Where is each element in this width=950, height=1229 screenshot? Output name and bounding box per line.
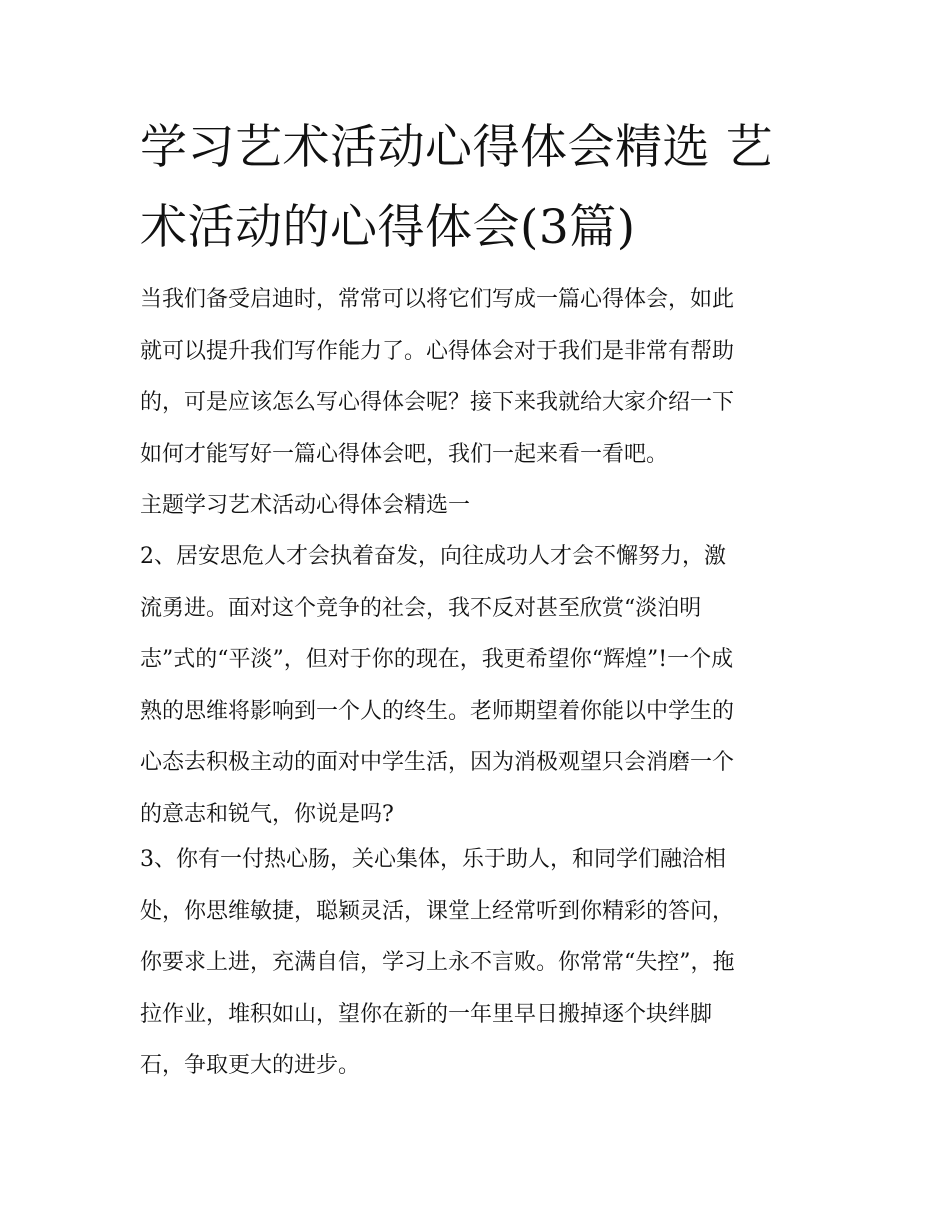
item-2-line: 心态去积极主动的面对中学生活，因为消极观望只会消磨一个 (140, 750, 735, 775)
item-2-line: 2、居安思危人才会执着奋发，向往成功人才会不懈努力，激 (140, 544, 726, 569)
item-3-line: 你要求上进，充满自信，学习上永不言败。你常常“失控”，拖 (140, 950, 735, 975)
item-3-line: 处，你思维敏捷，聪颖灵活，课堂上经常听到你精彩的答问， (140, 898, 735, 924)
item-2-line: 的意志和锐气，你说是吗? (140, 801, 394, 827)
title-line-2: 术活动的心得体会(3篇) (140, 200, 636, 255)
section-heading (140, 480, 830, 532)
item-3-line: 石，争取更大的进步。 (140, 1053, 361, 1078)
title-line-1: 学习艺术活动心得体会精选 艺 (140, 120, 773, 175)
intro-line: 就可以提升我们写作能力了。心得体会对于我们是非常有帮助 (140, 338, 735, 364)
item-2-line: 流勇进。面对这个竞争的社会，我不反对甚至欣赏“淡泊明 (140, 595, 702, 621)
section-heading-text: 主题学习艺术活动心得体会精选一 (140, 493, 471, 518)
intro-line: 的，可是应该怎么写心得体会呢？接下来我就给大家介绍一下 (140, 390, 735, 415)
intro-line: 如何才能写好一篇心得体会吧，我们一起来看一看吧。 (140, 441, 669, 467)
item-2-paragraph (140, 531, 830, 840)
intro-paragraph (140, 274, 830, 480)
item-2-line: 志”式的“平淡”，但对于你的现在，我更希望你“辉煌”!一个成 (140, 647, 734, 672)
item-3-line: 3、你有一付热心肠，关心集体，乐于助人，和同学们融洽相 (140, 847, 726, 872)
item-3-line: 拉作业，堆积如山，望你在新的一年里早日搬掉逐个块绊脚 (140, 1001, 713, 1027)
item-2-line: 熟的思维将影响到一个人的终生。老师期望着你能以中学生的 (140, 698, 735, 724)
intro-line: 当我们备受启迪时，常常可以将它们写成一篇心得体会，如此 (140, 287, 735, 312)
document-title (140, 108, 820, 268)
item-3-paragraph (140, 834, 830, 1092)
